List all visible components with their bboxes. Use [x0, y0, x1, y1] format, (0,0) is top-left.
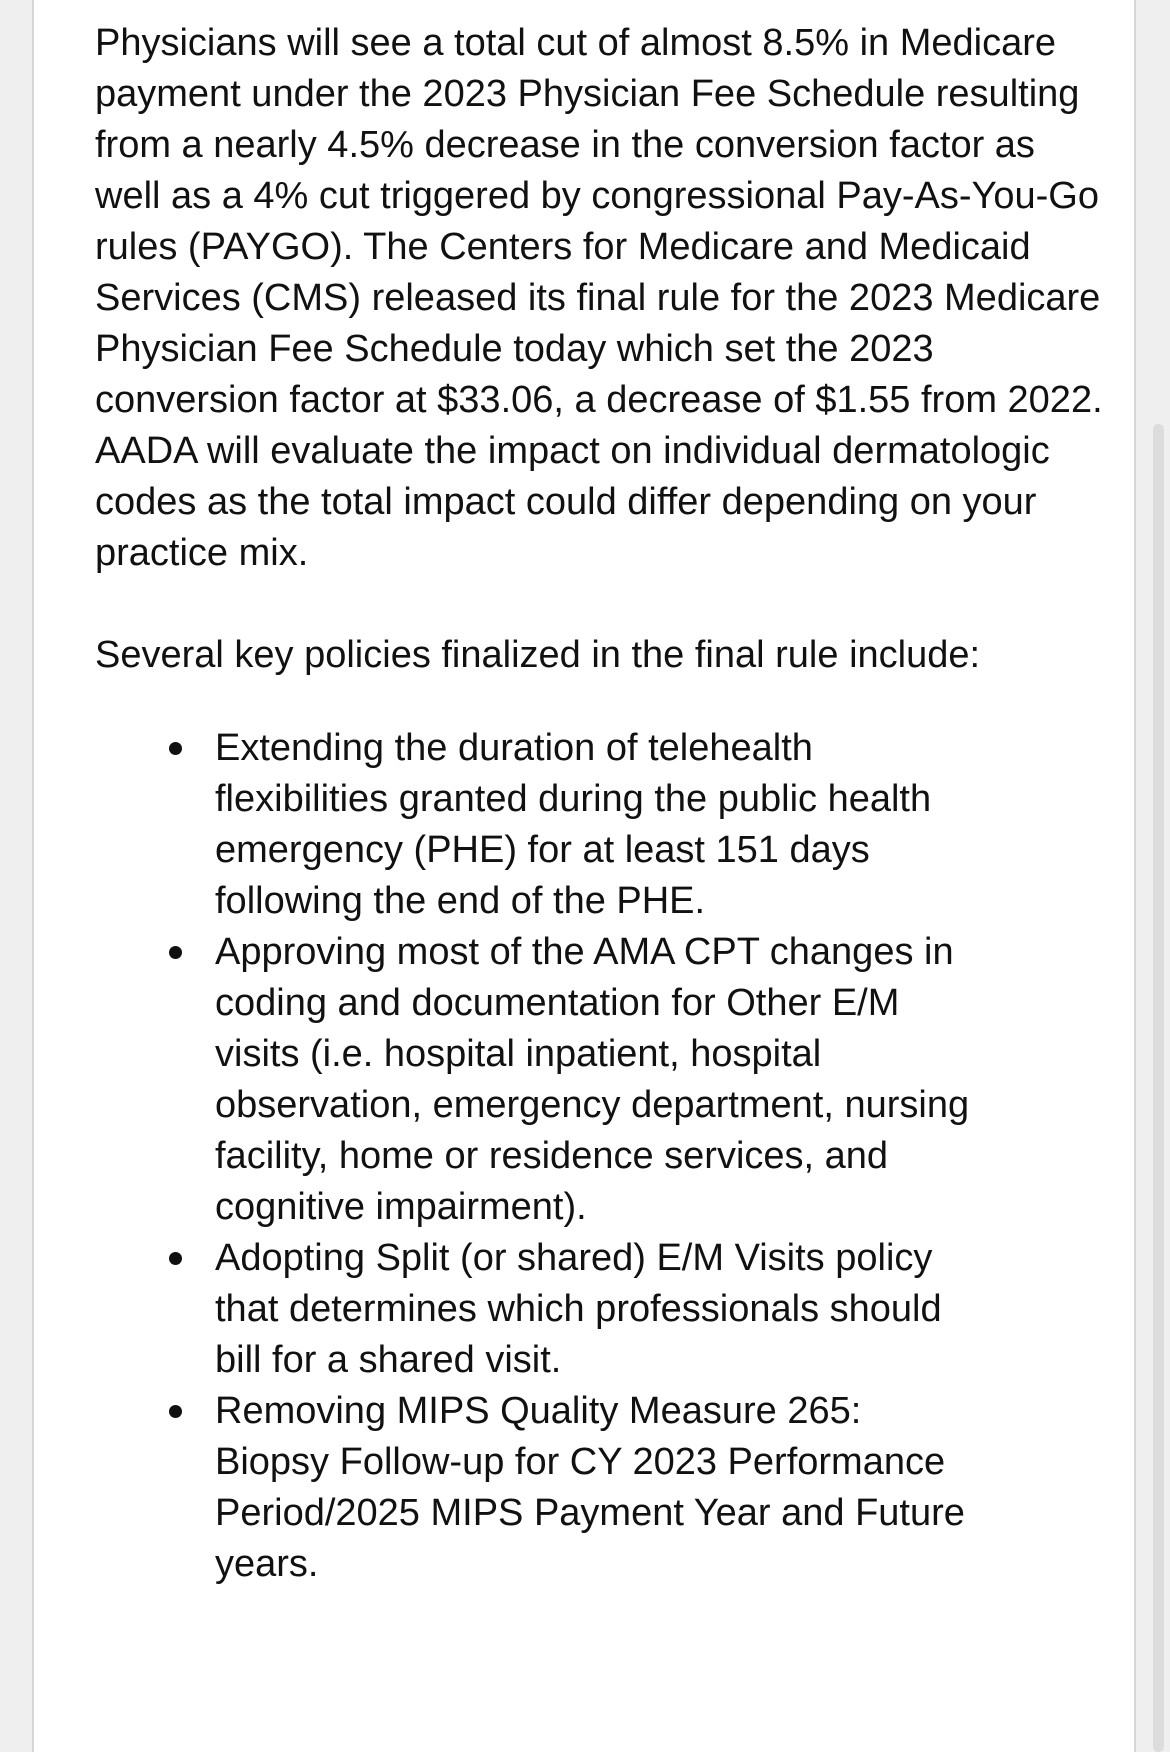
article-body — [95, 18, 1105, 1590]
list-item — [215, 927, 975, 1233]
scrollbar-thumb[interactable] — [1153, 424, 1164, 1752]
list-item — [215, 1386, 975, 1590]
policy-list — [95, 723, 1105, 1590]
paragraph-spacer — [95, 579, 1105, 630]
policy-text: Approving most of the AMA CPT changes in coding and documentation for Other E/M visits (i.e. hospital inpatient, hospital observation, emergency department, nursing facility, home or residence services, and cognitive impairment). — [215, 931, 970, 1228]
article-page — [32, 0, 1136, 1752]
bullet-icon — [169, 1405, 182, 1418]
bullet-icon — [169, 742, 182, 755]
policy-text: Removing MIPS Quality Measure 265: Biopsy Follow-up for CY 2023 Performance Period/2025 MIPS Payment Year and Future years. — [215, 1390, 965, 1585]
list-item — [215, 723, 975, 927]
intro-paragraph: Physicians will see a total cut of almost 8.5% in Medicare payment under the 2023 Physician Fee Schedule resulting from a nearly 4.5% decrease in the conversion factor as well as a 4% cut triggered by congressional Pay-As-You-Go rules (PAYGO). The Centers for Medicare and Medicaid Services (CMS) released its final rule for the 2023 Medicare Physician Fee Schedule today which set the 2023 conversion factor at $33.06, a decrease of $1.55 from 2022. AADA will evaluate the impact on individual dermatologic codes as the total impact could differ depending on your practice mix. — [95, 22, 1103, 574]
policies-intro: Several key policies finalized in the final rule include: — [95, 634, 981, 676]
list-item — [215, 1233, 975, 1386]
bullet-icon — [169, 1252, 182, 1265]
policy-text: Extending the duration of telehealth flexibilities granted during the public health emergency (PHE) for at least 151 days following the end of the PHE. — [215, 727, 932, 922]
bullet-icon — [169, 946, 182, 959]
policy-text: Adopting Split (or shared) E/M Visits policy that determines which professionals should bill for a shared visit. — [215, 1237, 942, 1381]
